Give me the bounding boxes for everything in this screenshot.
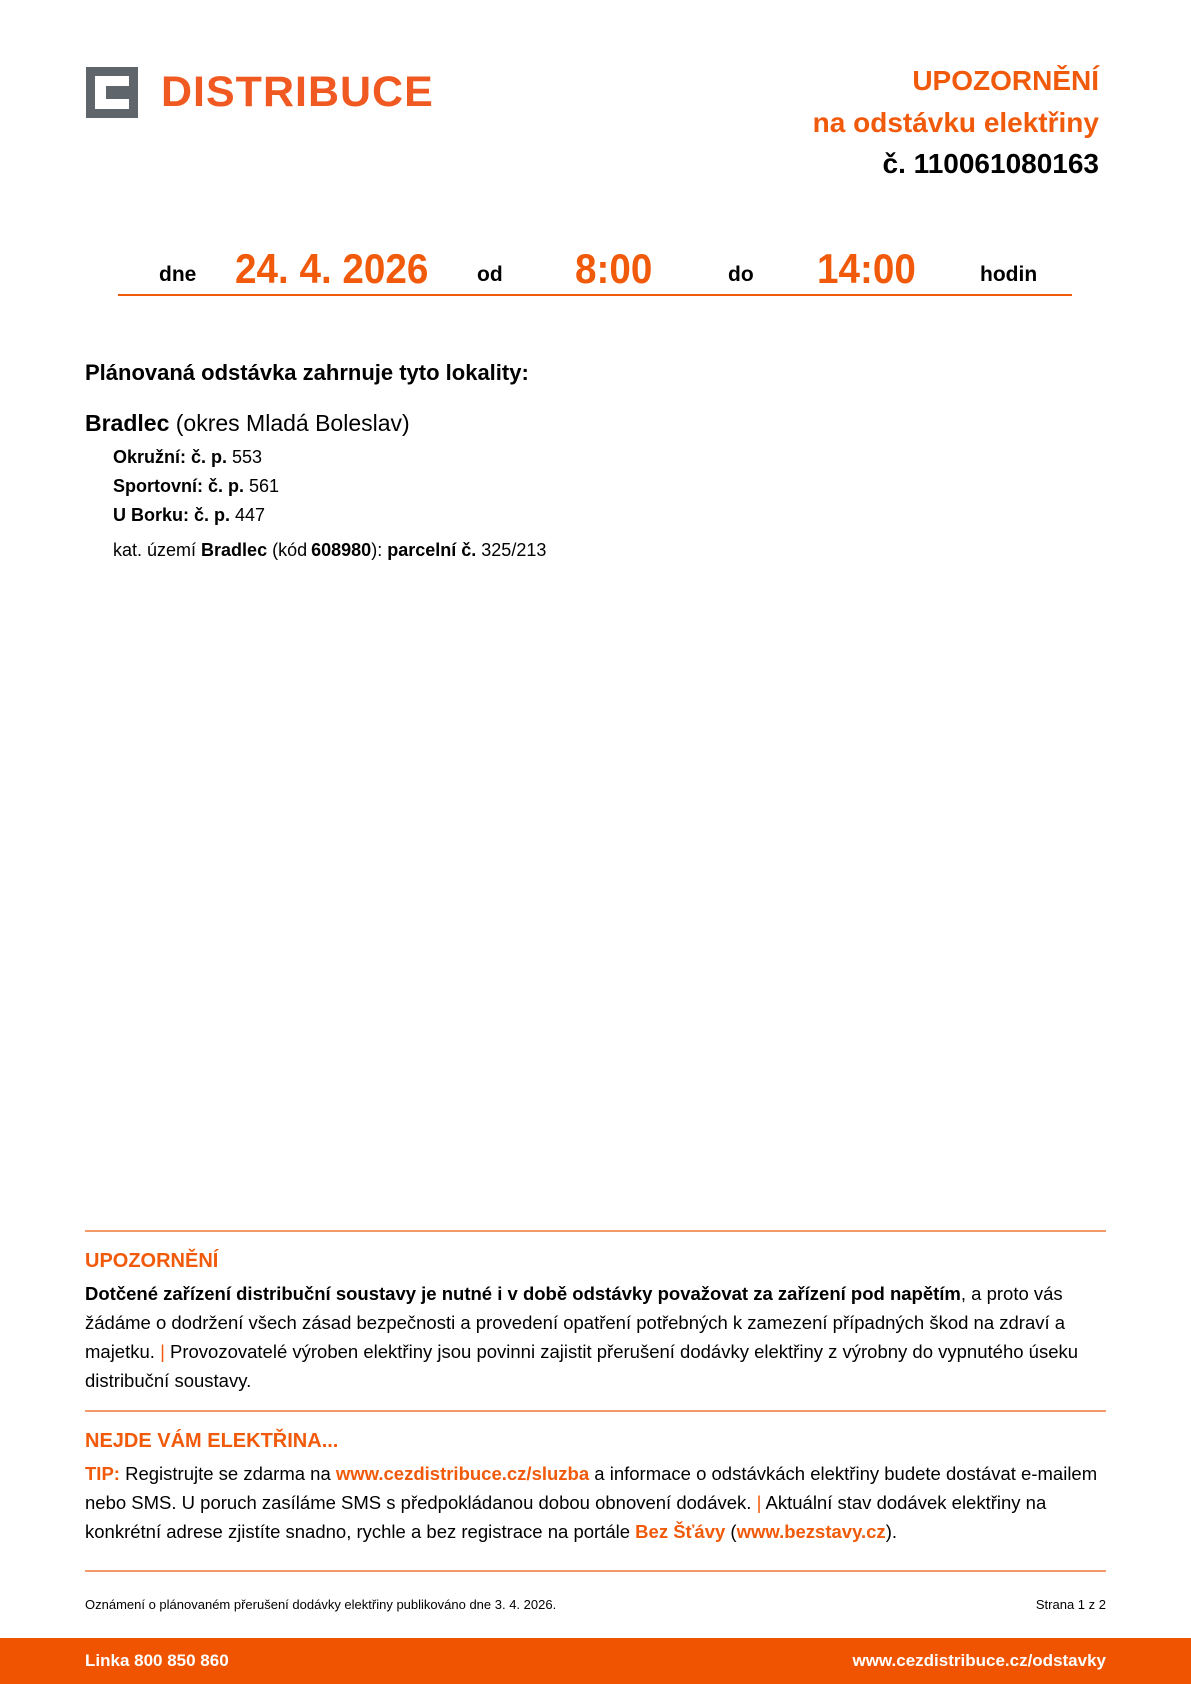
service-link[interactable]: www.cezdistribuce.cz/sluzba [335,1463,590,1484]
parcel-number: 325/213 [481,540,547,560]
portal-name: Bez Šťávy [635,1521,726,1542]
cadastral-prefix: kat. území [113,540,197,560]
parcel-label: parcelní č. [387,540,477,560]
label-day: dne [159,263,197,286]
notice-number: č. 110061080163 [882,148,1099,179]
warning-heading: UPOZORNĚNÍ [85,1250,219,1272]
localities-heading: Plánovaná odstávka zahrnuje tyto lokality: [85,360,529,385]
bezstavy-link[interactable]: www.bezstavy.cz [736,1521,886,1542]
separator: | [756,1492,762,1513]
label-from: od [477,263,503,286]
outage-date: 24. 4. 2026 [235,245,429,292]
cadastral-line [113,540,546,561]
tip-text [85,1459,1110,1546]
cadastral-code: 608980 [311,540,372,560]
town-district: (okres Mladá Boleslav) [175,410,410,436]
divider [85,1230,1106,1232]
separator: | [160,1341,165,1362]
warning-text-2: Provozovatelé výroben elektřiny jsou povinni zajistit přerušení dodávky elektřiny z výrobny do vypnutého úseku distribuční soustavy. [85,1341,1079,1391]
street-numbers: 561 [249,476,280,496]
page-indicator: Strana 1 z 2 [1035,1597,1106,1612]
website-link[interactable]: www.cezdistribuce.cz/odstavky [852,1651,1106,1670]
outage-datetime-row [118,240,1072,296]
published-note: Oznámení o plánovaném přerušení dodávky elektřiny publikováno dne 3. 4. 2026. [85,1597,557,1612]
street-item [113,505,265,526]
divider [85,1570,1106,1572]
tip-label: TIP: [85,1463,120,1484]
hotline: Linka 800 850 860 [85,1651,229,1670]
street-name: Sportovní: č. p. [113,476,245,496]
paren-open: ( [730,1521,737,1542]
logo-e-glyph [86,67,138,118]
street-item [113,447,262,468]
divider [85,1410,1106,1412]
warning-text-1: , a proto vás žádáme o dodržení všech zásad bezpečnosti a provedení opatření potřebných k zamezení případných škod na zdraví a majetku. [85,1283,1066,1362]
notice-subtitle: na odstávku elektřiny [812,107,1099,138]
cadastral-code-close: ): [371,540,383,560]
cez-logo-icon [86,67,138,118]
cadastral-code-label: (kód [272,540,308,560]
label-to: do [728,263,754,286]
notice-title: UPOZORNĚNÍ [912,65,1099,96]
tip-text-1: Registrujte se zdarma na [125,1463,331,1484]
town-name: Bradlec [85,410,170,436]
cadastral-area: Bradlec [201,540,268,560]
paren-close: ). [885,1521,897,1542]
warning-text [85,1279,1110,1395]
street-name: Okružní: č. p. [113,447,228,467]
footer-bar [0,1638,1191,1684]
outage-time-to: 14:00 [817,245,916,292]
town-line [85,410,410,437]
street-numbers: 447 [235,505,266,525]
street-item [113,476,279,497]
street-name: U Borku: č. p. [113,505,231,525]
brand-logo-text: DISTRIBUCE [161,68,434,116]
label-hours: hodin [980,263,1038,286]
tip-text-3: Aktuální stav dodávek elektřiny na konkrétní adrese zjistíte snadno, rychle a bez registrace na portále [85,1492,1047,1542]
tip-text-2: a informace o odstávkách elektřiny budete dostávat e-mailem nebo SMS. U poruch zasíláme SMS s předpokládanou dobou obnovení dodávek. [85,1463,1098,1513]
outage-time-from: 8:00 [575,245,653,292]
tip-heading: NEJDE VÁM ELEKTŘINA... [85,1430,339,1452]
street-numbers: 553 [232,447,263,467]
warning-bold-text: Dotčené zařízení distribuční soustavy je nutné i v době odstávky považovat za zařízení pod napětím [85,1283,961,1304]
